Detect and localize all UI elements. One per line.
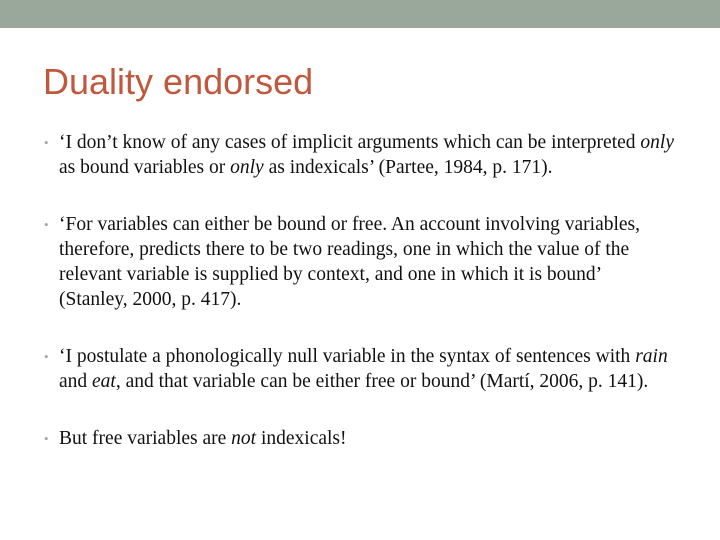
- bullet-item-conclusion: [44, 426, 674, 451]
- text-segment: , and that variable can be either free or bound’ (Martí, 2006, p. 141).: [115, 371, 649, 392]
- bullet-text-conclusion: [59, 428, 347, 449]
- emphasis-segment: rain: [635, 346, 668, 367]
- bullet-item-partee: [44, 130, 674, 180]
- text-segment: and: [59, 371, 93, 392]
- bullet-list: [44, 130, 674, 451]
- text-segment: But free variables are: [59, 428, 232, 449]
- bullet-marker: •: [44, 135, 49, 150]
- text-segment: as bound variables or: [59, 157, 231, 178]
- slide-title: Duality endorsed: [43, 61, 314, 102]
- text-segment: ‘For variables can either be bound or free. An account involving variables, therefore, predicts there to be two readings, one in which the value of the relevant variable is supplied by context, and one in which it is bound’ (Stanley, 2000, p. 417).: [59, 214, 641, 310]
- bullet-text-stanley: [59, 214, 640, 310]
- emphasis-segment: not: [231, 428, 257, 449]
- text-segment: as indexicals’ (Partee, 1984, p. 171).: [263, 157, 553, 178]
- emphasis-segment: eat: [92, 371, 116, 392]
- text-segment: indexicals!: [256, 428, 347, 449]
- bullet-text-marti: [59, 346, 668, 392]
- bullet-item-marti: [44, 344, 674, 394]
- text-segment: ‘I postulate a phonologically null variable in the syntax of sentences with: [59, 346, 636, 367]
- bullet-marker: •: [44, 431, 49, 446]
- top-accent-bar: [0, 0, 720, 28]
- bullet-text-partee: [59, 132, 674, 178]
- bullet-marker: •: [44, 349, 49, 364]
- emphasis-segment: only: [640, 132, 674, 153]
- bullet-item-stanley: [44, 212, 674, 312]
- bullet-marker: •: [44, 217, 49, 232]
- text-segment: ‘I don’t know of any cases of implicit arguments which can be interpreted: [59, 132, 641, 153]
- emphasis-segment: only: [230, 157, 264, 178]
